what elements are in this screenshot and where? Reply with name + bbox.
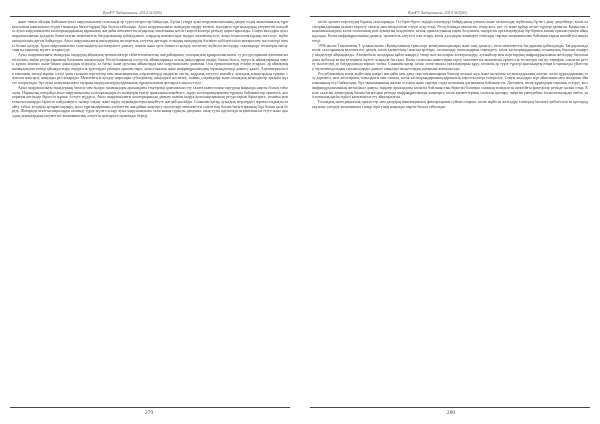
- right-paragraph-1: көлігі қызмет көрсетудің барлық салаларында. Ол бірте-бірте, өндіріс көлемдері байқаудыың ұлғаюы және тасымалдау жүйесінің бүгінгі даму деңгейінде, көлік кәсіпорындарының қызмет көрсету сапасы мен тиімділігіне елеулі әсер етеді. Республикада автокөлік, темір жол, әуе, су және құбыр көлігі түрлері дамыған. Қазақстан экономикасындағы көлік саласының рөлі аумақтың кеңдігімен, халық орналасуының сирек болуымен, өндірістік орталықтардың бір-бірінен алшақ орналасуымен айқындалады. Көлік инфрақұрылымын дамыту, транзиттік әлеуетті іске асыру, көлік дәліздерін жаңғырту еліміздің сыртқы экономикалық байланыстарын нығайтуға ықпал етеді.: [312, 20, 588, 43]
- right-page: [300, 0, 590, 424]
- right-page-number: 280: [446, 410, 456, 416]
- right-paragraph-2: 1996 жылы Тимашевтің Т. ұсынысымен «Қазақстанның транспорт коммуникациялары және оны дамыту» атты мемлекеттік бағдарлама қабылданды. Бағдарламада көлік салаларының келешектегі дамуы, көлік қызметінің сапасын арттыру, тасымалдау шығындарын төмендету, көлік кәсіпорындарының техникалық базасын жаңарту міндеттері айқындалды. Автомобиль жолдарын қайта жаңарту, темір жол желілерін электрлендіру, әуежайлар мен порттардың инфрақұрылымын жетілдіру бағытындағы жобалар кезең-кезеңімен жүзеге асырыла бастады. Көлік саласына инвестиция тарту, мемлекеттік-жекешелік әріптестік тетіктерін енгізу, тарифтік саясатты реттеу мәселелері де бағдарламада көрініс тапты. Сонымен қатар, көлік логистикасы орталықтарын құру, көліктің әр түрлі түрлері арасындағы өзара іс-қимылды үйлестіру, мультимодальдық тасымалдарды дамыту маңызды міндеттердің қатарына жатқызылды.: [312, 43, 588, 72]
- left-footer-rule: [10, 407, 290, 408]
- right-paragraph-4: Ғаламдық интеграциялық процестер мен дамудың инновациялық факторларына сүйене отырып, көлік жүйесін жетілдіру еліміздің бәсекеге қабілеттілігін арттырудың және әлемдік экономикаға тиімді кірігуінің маңызды шарты болып табылады.: [312, 99, 588, 109]
- right-paragraph-3: Республиканың көлік жүйесінің қазіргі жағдайы мен даму перспективаларын бағалау кезінде жүк және жолаушы тасымалдарының көлемі, көлік құралдарының тозу дәрежесі, жол желілерінің тығыздығы мен сапасы, көлік кәсіпорындарының қаржылық көрсеткіштері ескеріледі. Соңғы жылдары жүк айналымы мен жолаушы айналымының өсуі байқалады, бұл экономиканың жалпы өсуімен және сыртқы сауда көлемінің ұлғаюымен байланысты. Дегенмен, көлік құралдары паркінің ескіруі, жол инфрақұрылымының жеткіліксіз дамуы, өңірлер арасындағы көліктік байланыстың біркелкі болмауы саланың тиімділігін шектейтін факторлар ретінде қалып отыр. Көлік саласын дамытудың басым бағыттары ретінде инфрақұрылымды жаңғырту, көлік қызметтерінің сапасын арттыру, энергия үнемдейтін технологияларды енгізу, экологиялық қауіпсіздікті қамтамасыз ету айқындалған.: [312, 71, 588, 100]
- right-running-header: ҚазҰУ Хабаршысы. 2014 №3(56): [408, 10, 467, 15]
- right-body-text: [312, 20, 588, 404]
- left-page-number: 279: [144, 410, 154, 416]
- right-footer-rule: [310, 407, 590, 408]
- left-paragraph-2: Ауыл шаруашылығы өнімдерін өндірудің аймақтық ерекшеліктері табиғи-климаттық жағдайлармен, топырақтың құнарлылығымен, су ресурстарымен қамтамасыз етілуімен, еңбек ресурстарының болуымен анықталады. Республиканың солтүстік аймақтарында астық дақылдарын өндіру басым болса, оңтүстік аймақтарында мақта, күріш, көкөніс және бақша дақылдары өсіріледі, ал батыс және орталық аймақтарда мал шаруашылығы дамыған. Осы ерекшеліктерді ескере отырып, әр аймақтың мамандануын тиімді ұйымдастыру, өндірістік қуаттарды ұтымды орналастыру, логистикалық және инфрақұрылымдық мүмкіндіктерді дамыту қажет. Агроөнеркәсіптік кешеннің тиімді жұмыс істеуі үшін ғылыми зерттеулер мен инновациялық әзірлемелерді өндіріске енгізу, кадрлық әлеуетті нығайту, ауылдық аумақтардың тұрмыс сапасын жақсарту маңызды рөл атқарады. Мемлекеттік қолдау шаралары субсидиялау, жеңілдікті несиелеу, лизинг, сақтандыру және салықтық жеңілдіктер арқылы жүзеге асырылады, бұл ауыл шаруашылығы тауарын өндірушілердің қаржылық тұрақтылығын арттыруға ықпал етеді.: [12, 52, 288, 86]
- left-body-text: [12, 20, 288, 404]
- left-page: [0, 0, 290, 424]
- right-header-rule: [310, 16, 590, 17]
- left-header-rule: [10, 16, 290, 17]
- left-running-header: ҚазҰУ Хабаршысы. 2014 №3(56): [103, 10, 162, 15]
- left-paragraph-1: және тамыз айлары бойынша ауыл шаруашылығы саласында әр түрлі өзгерістер байқалды. Бүгінгі таңда ауыл шаруашылығының дамуы елдің экономикалық тұрақтылығын қамтамасыз етудегі маңызды бағыттардың бірі болып табылады. Ауыл шаруашылығы өнімдерін өндіру көлемі, ауылдағы тұрғындардың әлеуметтік жағдайы, ауыл шаруашылығы кәсіпорындарының қаржылық жағдайы мемлекеттің аграрлық саясатының негізгі көрсеткіштері ретінде қарастырылады. Соңғы жылдары ауыл шаруашылығын қолдауға бағытталған мемлекеттік бағдарламалар қабылданып, олардың нәтижесінде өндіріс көлемінің өсуі, жаңа технологиялардың енгізілуі, еңбек өнімділігінің артуы байқалуда. Ауыл шаруашылығы өнімдерінің экспорттық әлеуетін арттыру, отандық өнімдердің бәсекеге қабілеттілігін жоғарылату мәселелері өзекті болып қалуда. Ауыл шаруашылығы саласындағы кәсіпкерлікті дамыту, шағын және орта бизнесті қолдау, несиелеу жүйесін жетілдіру, сақтандыру тетіктерін енгізу сияқты шаралар жүзеге асырылуда.: [12, 20, 288, 53]
- left-paragraph-3: Ауыл шаруашылығы өнімдерінің бағасы мен өндіріс шығындары арасындағы теңгерімді қамтамасыз ету салаға инвестиция тартудың маңызды шарты болып табылады. Нарықтық жағдайда ауыл шаруашылығы кәсіпорындары өз өнімдерін өткізу арналарын кеңейтуге, өңдеу кәсіпорындарымен тұрақты байланыстар орнатуға, кооперация негізінде бірлесіп жұмыс істеуге мүдделі. Ауыл шаруашылығы кооперациясын дамыту шағын шаруа қожалықтарының ресурстарын біріктіруге, техника мен технологияларды бірлесіп пайдалануға, өнімді сақтау және өңдеу мүмкіндіктерін кеңейтуге жағдай жасайды. Сонымен қатар, ауылдық жерлердегі жұмыссыздықты азайту, табыс көздерін әртараптандыру, ауыл тұрғындарының әлеуметтік жағдайын жақсарту мәселелері мемлекеттік саясаттың басым бағыттарының бірі болып қала береді. Жоғарыда аталған шараларды кешенді түрде жүзеге асыру ауыл шаруашылығы саласының тұрақты дамуына, азық-түлік қауіпсіздігін қамтамасыз етуге және ауылдық аумақтардың әлеуметтік-экономикалық әлеуетін арттыруға мүмкіндік береді.: [12, 85, 288, 119]
